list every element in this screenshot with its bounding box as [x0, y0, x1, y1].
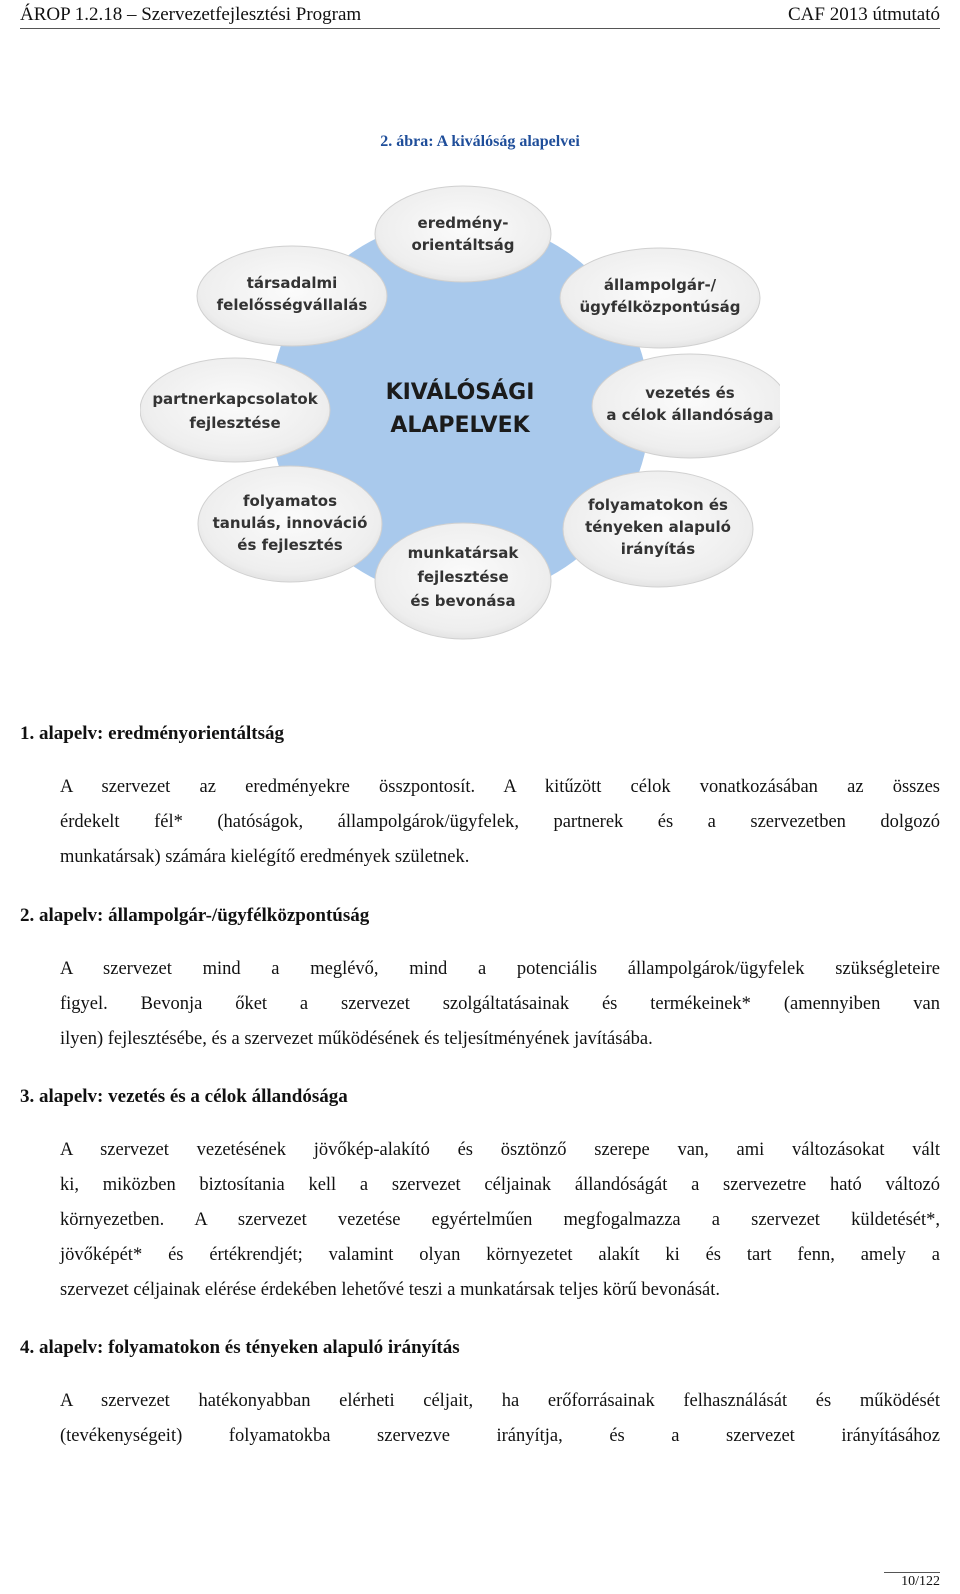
principle-4-text	[60, 1384, 940, 1454]
bubble-right-line1: vezetés és	[645, 384, 735, 402]
principle-1-line-3: munkatársak) számára kielégítő eredmények születnek.	[60, 847, 470, 867]
bubble-leadership	[592, 354, 780, 458]
bubble-top-line2: orientáltság	[411, 236, 515, 254]
bubble-learning-innovation	[198, 466, 382, 582]
bubble-process-management	[563, 471, 753, 587]
bubble-bottom-line1: munkatársak	[407, 544, 519, 562]
bubble-bottom-left-line2: tanulás, innováció	[212, 514, 368, 532]
bubble-top-right-line2: ügyfélközpontúság	[579, 298, 741, 316]
bubble-bottom-left-line3: és fejlesztés	[237, 536, 343, 554]
principle-2-heading: 2. alapelv: állampolgár-/ügyfélközpontúság	[20, 905, 370, 926]
bubble-top-left-line1: társadalmi	[246, 274, 338, 292]
principle-4-line-2: (tevékenységeit) folyamatokba szervezve irányítja, és a szervezet irányításához	[60, 1426, 940, 1446]
principles-diagram	[140, 184, 780, 644]
principle-2-text	[60, 952, 940, 1057]
principle-1-line-1: A szervezet az eredményekre összpontosít. A kitűzött célok vonatkozásában az összes	[60, 777, 940, 797]
header-program-title: ÁROP 1.2.18 – Szervezetfejlesztési Program	[20, 4, 362, 25]
bubble-bottom-line3: és bevonása	[410, 592, 516, 610]
principle-3-line-4: jövőképét* és értékrendjét; valamint olyan környezetet alakít ki és tart fenn, amely a	[60, 1245, 940, 1265]
bubble-social-responsibility	[197, 246, 387, 346]
bubble-bottom-right-line1: folyamatokon és	[588, 496, 728, 514]
principle-3-heading: 3. alapelv: vezetés és a célok állandósága	[20, 1086, 348, 1107]
bubble-top-left-line2: felelősségvállalás	[216, 296, 368, 314]
bubble-left-line2: fejlesztése	[189, 414, 281, 432]
bubble-top-right-line1: állampolgár-/	[603, 276, 717, 294]
principle-3-line-5: szervezet céljainak elérése érdekében lehetővé teszi a munkatársak teljes körű bevonását.	[60, 1280, 721, 1300]
principle-1-line-2: érdekelt fél* (hatóságok, állampolgárok/ügyfelek, partnerek és a szervezetben dolgozó	[60, 812, 940, 832]
bubble-results-orientation	[375, 186, 551, 282]
page-header	[20, 4, 940, 29]
bubble-bottom-line2: fejlesztése	[417, 568, 509, 586]
principle-3-line-2: ki, miközben biztosítania kell a szervezet céljainak állandóságát a szervezetre ható változó	[60, 1175, 940, 1195]
center-label-line2: ALAPELVEK	[390, 413, 530, 438]
center-label-line1: KIVÁLÓSÁGI	[385, 380, 535, 405]
bubble-partnership	[140, 358, 330, 462]
principle-1-text	[60, 770, 940, 875]
principle-1-heading: 1. alapelv: eredményorientáltság	[20, 723, 285, 744]
bubble-top-line1: eredmény-	[417, 214, 509, 232]
bubble-customer-focus	[560, 248, 760, 348]
principle-3-line-3: környezetben. A szervezet vezetése egyértelműen megfogalmazza a szervezet küldetését*,	[60, 1210, 940, 1230]
bubble-bottom-right-line3: irányítás	[620, 540, 696, 558]
principle-2-line-1: A szervezet mind a meglévő, mind a potenciális állampolgárok/ügyfelek szükségleteire	[60, 959, 940, 979]
page-number: 10/122	[884, 1572, 940, 1590]
principle-2-line-3: ilyen) fejlesztésébe, és a szervezet működésének és teljesítményének javításába.	[60, 1029, 653, 1049]
bubble-bottom-right-line2: tényeken alapuló	[585, 518, 731, 536]
bubble-right-line2: a célok állandósága	[606, 406, 774, 424]
bubble-bottom-left-line1: folyamatos	[242, 492, 338, 510]
principle-4-line-1: A szervezet hatékonyabban elérheti céljait, ha erőforrásainak felhasználását és működését	[60, 1391, 940, 1411]
bubble-left-line1: partnerkapcsolatok	[152, 390, 318, 408]
principle-2-line-2: figyel. Bevonja őket a szervezet szolgáltatásainak és termékeinek* (amennyiben van	[60, 994, 940, 1014]
principle-4-heading: 4. alapelv: folyamatokon és tényeken alapuló irányítás	[20, 1337, 460, 1358]
header-document-title: CAF 2013 útmutató	[787, 4, 940, 25]
principle-3-line-1: A szervezet vezetésének jövőkép-alakító és ösztönző szerepe van, ami változásokat vált	[60, 1140, 940, 1160]
bubble-people-development	[375, 523, 551, 639]
principle-3-text	[60, 1133, 940, 1308]
figure-caption: 2. ábra: A kiválóság alapelvei	[380, 133, 580, 150]
